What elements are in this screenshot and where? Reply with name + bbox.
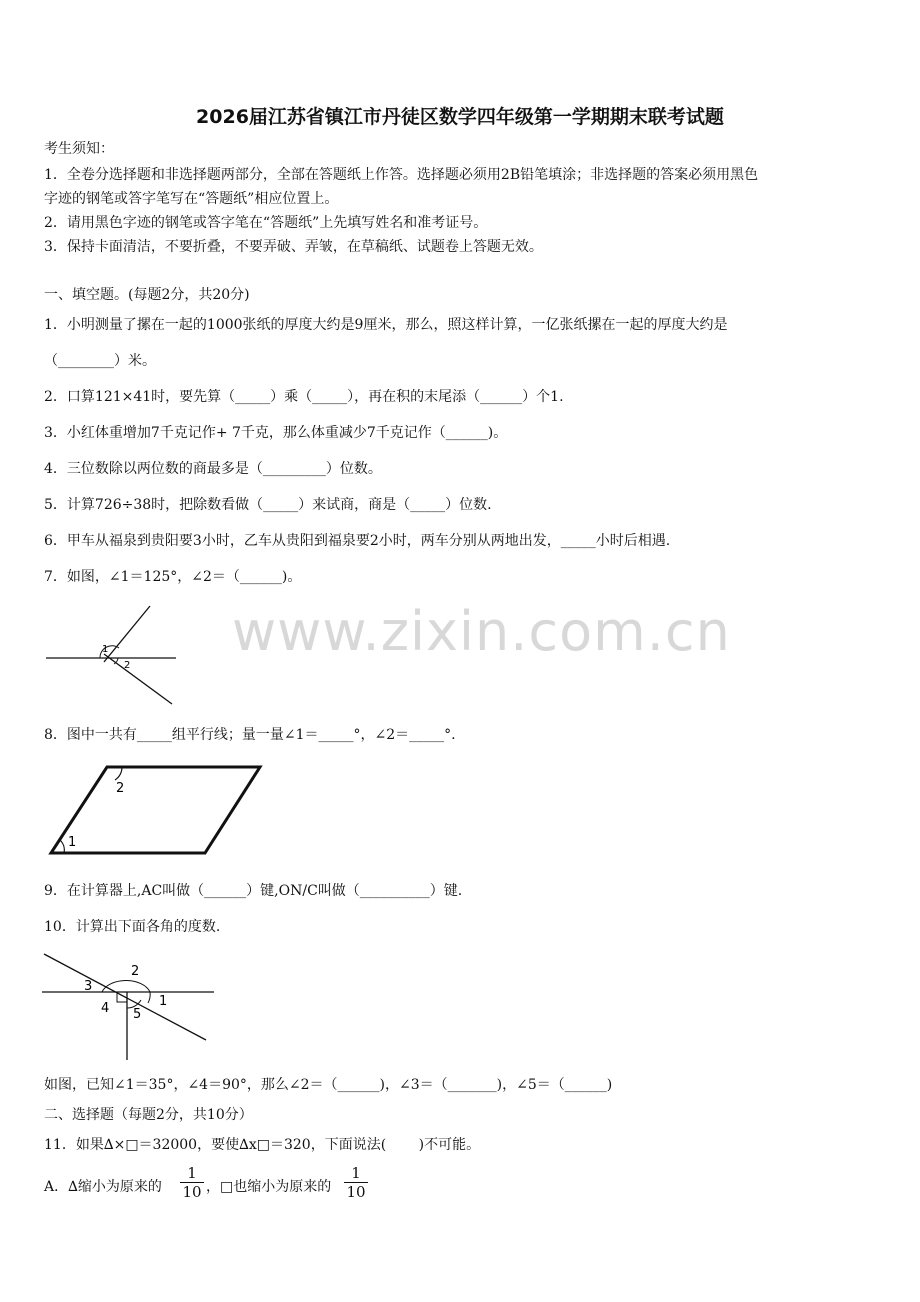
angle-label: 4 (101, 1001, 110, 1016)
section-heading-choice: 二、选择题（每题2分，共10分） (44, 1107, 253, 1123)
notice-item: 3．保持卡面清洁，不要折叠，不要弄破、弄皱，在草稿纸、试题卷上答题无效。 (44, 239, 543, 255)
fraction-denominator: 10 (346, 1183, 366, 1201)
question-2: 2．口算121×41时，要先算（_____）乘（_____），再在积的末尾添（______）个1. (44, 389, 564, 405)
fraction-one-tenth (344, 1164, 368, 1201)
fraction-numerator: 1 (180, 1164, 204, 1183)
fraction-numerator: 1 (344, 1164, 368, 1183)
angle-label: 1 (159, 994, 168, 1009)
notice-heading: 考生须知： (44, 141, 114, 157)
notice-item: 2．请用黑色字迹的钢笔或答字笔在“答题纸”上先填写姓名和准考证号。 (44, 215, 488, 231)
question-10-text: 如图，已知∠1＝35°，∠4＝90°，那么∠2＝（______)，∠3＝（_______)，∠5＝（______) (44, 1077, 613, 1093)
angle-label: 2 (131, 964, 140, 979)
parallelogram-figure-q8 (44, 760, 266, 860)
angle-label: 2 (116, 781, 125, 796)
question-7: 7．如图，∠1＝125°，∠2＝（______)。 (44, 569, 302, 585)
angle-label: 5 (133, 1007, 142, 1022)
question-5: 5．计算726÷38时，把除数看做（_____）来试商，商是（_____）位数. (44, 497, 492, 513)
fraction-one-tenth (180, 1164, 204, 1201)
notice-item: 1．全卷分选择题和非选择题两部分，全部在答题纸上作答。选择题必须用2B铅笔填涂；非选择题的答案必须用黑色 (44, 167, 759, 183)
angle-label: 1 (68, 835, 77, 850)
question-1-blank: （________）米。 (44, 353, 156, 369)
question-11: 11．如果∆×□＝32000，要使∆x□＝320，下面说法( )不可能。 (44, 1137, 481, 1153)
question-10: 10．计算出下面各角的度数. (44, 919, 221, 935)
angle-label: 3 (84, 979, 93, 994)
question-9: 9．在计算器上,AC叫做（______）键,ON/C叫做（__________）键. (44, 883, 463, 899)
notice-item: 字迹的钢笔或答字笔写在“答题纸”相应位置上。 (44, 191, 339, 207)
angle-figure-q7 (40, 600, 185, 706)
question-3: 3．小红体重增加7千克记作+ 7千克，那么体重减少7千克记作（______)。 (44, 425, 508, 441)
fraction-denominator: 10 (182, 1183, 202, 1201)
angle-figure-q10 (40, 948, 218, 1062)
question-6: 6．甲车从福泉到贵阳要3小时，乙车从贵阳到福泉要2小时，两车分别从两地出发，_____小时后相遇. (44, 533, 671, 549)
question-8: 8．图中一共有_____组平行线；量一量∠1＝_____°，∠2＝_____°. (44, 727, 456, 743)
angle-label: 2 (124, 660, 131, 671)
angle-label: 1 (102, 644, 109, 655)
option-a-middle: ，□也缩小为原来的 (206, 1179, 332, 1195)
question-4: 4．三位数除以两位数的商最多是（_________）位数。 (44, 461, 382, 477)
option-a-prefix: A．∆缩小为原来的 (44, 1179, 162, 1195)
question-1: 1．小明测量了摞在一起的1000张纸的厚度大约是9厘米，那么，照这样计算，一亿张纸摞在一起的厚度大约是 (44, 317, 728, 333)
watermark: www.zixin.com.cn (232, 600, 731, 663)
page-title: 2026届江苏省镇江市丹徒区数学四年级第一学期期末联考试题 (196, 106, 724, 128)
section-heading-fill-blank: 一、填空题。(每题2分，共20分) (44, 287, 250, 303)
